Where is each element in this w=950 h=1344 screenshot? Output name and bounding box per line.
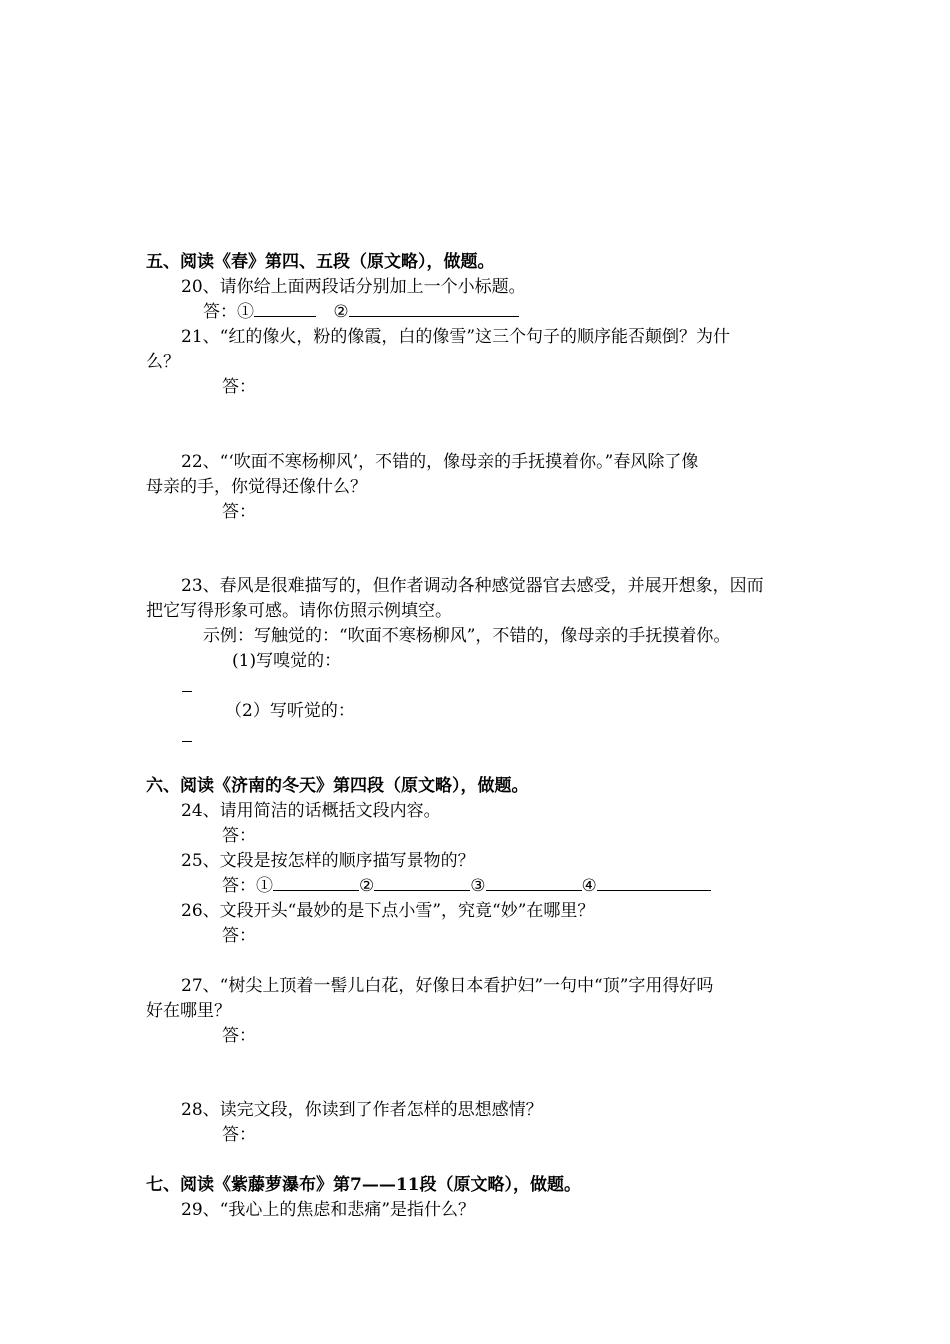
question-28: 28、读完文段，你读到了作者怎样的思想感情？: [181, 1100, 543, 1120]
answer-24: 答：: [222, 826, 256, 846]
answer-22: 答：: [222, 502, 256, 522]
answer-line-2[interactable]: [182, 741, 192, 742]
answer-25: [222, 874, 711, 898]
blank-1[interactable]: [273, 874, 359, 891]
question-23-line-2: 把它写得形象可感。请你仿照示例填空。: [146, 601, 452, 621]
blank-3[interactable]: [486, 874, 582, 891]
blank-4[interactable]: [597, 874, 711, 891]
question-27-line-1: 27、“树尖上顶着一髻儿白花，好像日本看护妇”一句中“顶”字用得好吗: [181, 976, 714, 996]
answer-27: 答：: [222, 1026, 256, 1046]
answer-28: 答：: [222, 1125, 256, 1145]
marker-4: ④: [581, 876, 597, 896]
question-21-line-1: 21、“红的像火，粉的像霞，白的像雪”这三个句子的顺序能否颠倒？为什: [181, 327, 731, 347]
question-22-line-1: 22、“‘吹面不寒杨柳风’，不错的，像母亲的手抚摸着你。”春风除了像: [181, 452, 699, 472]
question-21-line-2: 么？: [146, 352, 180, 372]
question-29: 29、“我心上的焦虑和悲痛”是指什么？: [181, 1200, 476, 1220]
question-26: 26、文段开头“最妙的是下点小雪”，究竟“妙”在哪里？: [181, 901, 595, 921]
question-25: 25、文段是按怎样的顺序描写景物的？: [181, 851, 475, 871]
blank-2[interactable]: [374, 874, 470, 891]
section-5-heading: 五、阅读《春》第四、五段（原文略），做题。: [146, 252, 495, 272]
question-23-line-1: 23、春风是很难描写的，但作者调动各种感觉器官去感受，并展开想象，因而: [181, 576, 764, 596]
marker-2: ②: [333, 302, 349, 322]
blank-2[interactable]: [349, 300, 519, 317]
answer-label: 答：①: [222, 876, 273, 896]
question-22-line-2: 母亲的手，你觉得还像什么？: [146, 477, 367, 497]
question-23-sub-1: (1)写嗅觉的：: [232, 651, 342, 671]
question-27-line-2: 好在哪里？: [146, 1001, 231, 1021]
answer-line-1[interactable]: [182, 691, 192, 692]
section-6-heading: 六、阅读《济南的冬天》第四段（原文略），做题。: [146, 776, 529, 796]
question-23-example: 示例：写触觉的：“吹面不寒杨柳风”，不错的，像母亲的手抚摸着你。: [203, 626, 731, 646]
marker-3: ③: [470, 876, 486, 896]
question-20: 20、请你给上面两段话分别加上一个小标题。: [181, 277, 526, 297]
answer-20: [203, 300, 519, 324]
answer-21: 答：: [222, 377, 256, 397]
question-23-sub-2: （2）写听觉的：: [225, 701, 355, 721]
section-7-heading: 七、阅读《紫藤萝瀑布》第7——11段（原文略），做题。: [146, 1175, 581, 1195]
answer-26: 答：: [222, 926, 256, 946]
marker-2: ②: [359, 876, 375, 896]
blank-1[interactable]: [254, 300, 316, 317]
answer-label: 答：①: [203, 302, 254, 322]
question-24: 24、请用简洁的话概括文段内容。: [181, 801, 441, 821]
